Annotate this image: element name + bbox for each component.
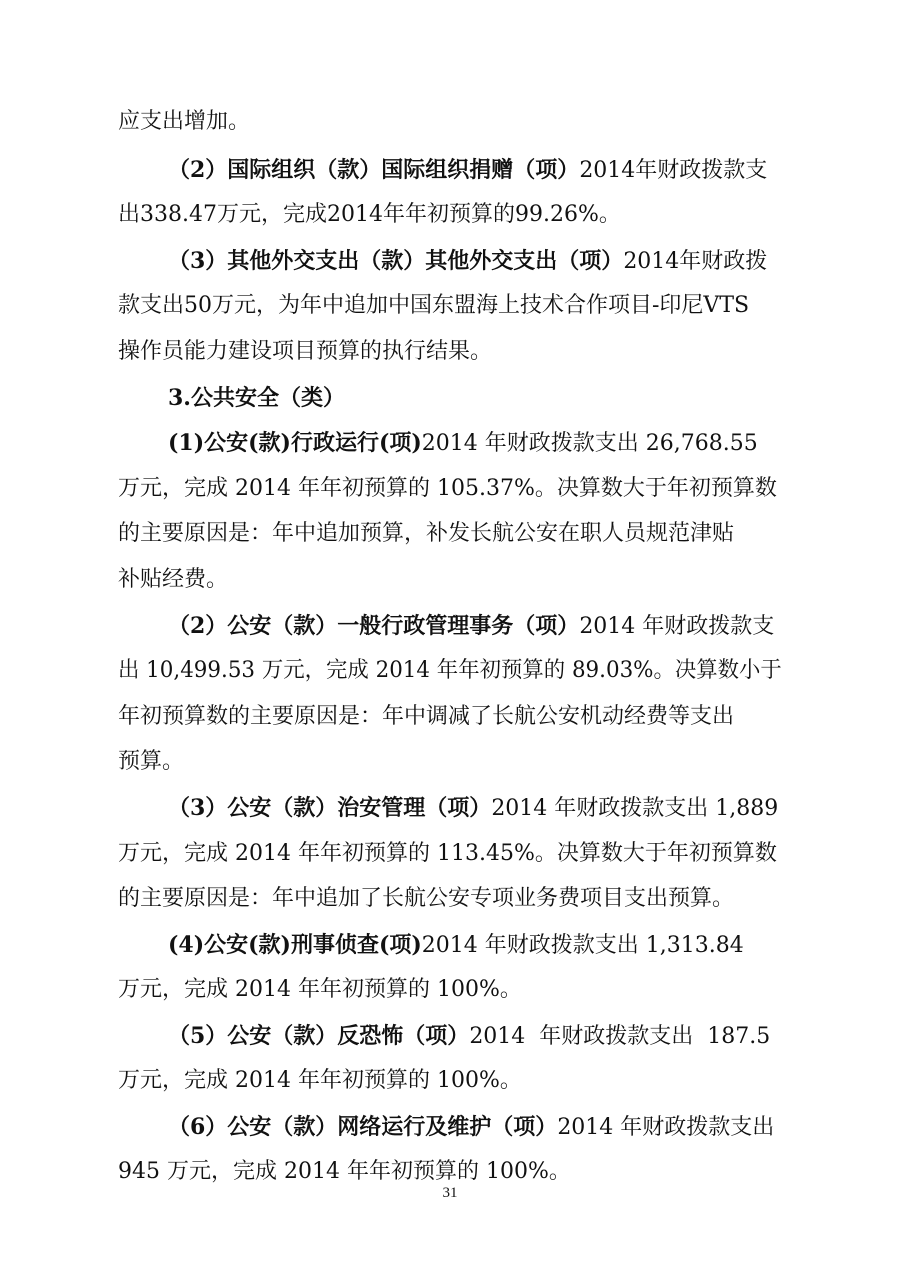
text-run: 预算。: [118, 749, 185, 774]
text-run: 补贴经费。: [118, 567, 229, 592]
text-line: [118, 474, 777, 504]
text-line: [118, 747, 184, 777]
text-run-bold: 3.公共安全（类）: [168, 385, 345, 411]
text-run: 945 万元，完成 2014 年年初预算的 100%。: [118, 1159, 571, 1184]
text-run-bold: （5）公安（款）反恐怖（项）: [168, 1023, 470, 1049]
text-run-bold: （2）国际组织（款）国际组织捐赠（项）: [168, 157, 580, 183]
text-line: [168, 930, 744, 961]
text-line: [118, 565, 228, 595]
text-line: [168, 428, 758, 459]
text-run: 年初预算数的主要原因是：年中调减了长航公安机动经费等支出: [118, 704, 735, 729]
text-run: 操作员能力建设项目预算的执行结果。: [118, 339, 493, 364]
text-line: [118, 1157, 571, 1187]
text-run: 2014年财政拨款支: [579, 158, 768, 183]
text-line: [118, 656, 782, 686]
section-heading: [168, 383, 345, 414]
text-run: 应支出增加。: [118, 109, 251, 134]
text-line: [168, 155, 767, 186]
text-run: 2014 年财政拨款支出 26,768.55: [421, 431, 758, 456]
text-line: [118, 337, 492, 367]
text-line: [118, 519, 734, 549]
text-line: [168, 611, 774, 642]
text-run: 万元，完成 2014 年年初预算的 113.45%。决算数大于年初预算数: [118, 841, 777, 866]
text-line: [168, 1112, 774, 1143]
text-line: [118, 107, 250, 137]
page-number: 31: [442, 1185, 458, 1201]
text-line: [118, 975, 522, 1005]
text-run-bold: (4)公安(款)刑事侦查(项): [168, 932, 422, 958]
text-run-bold: （3）公安（款）治安管理（项）: [168, 795, 492, 821]
text-run: 万元，完成 2014 年年初预算的 105.37%。决算数大于年初预算数: [118, 476, 777, 501]
text-run-bold: （2）公安（款）一般行政管理事务（项）: [168, 613, 580, 639]
text-line: [168, 1021, 770, 1052]
text-line: [118, 702, 734, 732]
text-run-bold: （3）其他外交支出（款）其他外交支出（项）: [168, 248, 624, 274]
text-run: 2014年财政拨: [623, 249, 768, 274]
text-run: 出 10,499.53 万元，完成 2014 年年初预算的 89.03%。决算数小于: [118, 658, 782, 683]
text-line: [118, 291, 749, 321]
text-run: 2014 年财政拨款支出 1,313.84: [421, 933, 744, 958]
text-run-bold: (1)公安(款)行政运行(项): [168, 430, 422, 456]
text-run: 万元，完成 2014 年年初预算的 100%。: [118, 977, 522, 1002]
text-run: 款支出50万元，为年中追加中国东盟海上技术合作项目-印尼VTS: [118, 293, 750, 318]
text-line: [118, 884, 734, 914]
text-run: 2014 年财政拨款支出 187.5: [469, 1024, 771, 1049]
text-run-bold: （6）公安（款）网络运行及维护（项）: [168, 1114, 558, 1140]
text-run: 的主要原因是：年中追加预算，补发长航公安在职人员规范津贴: [118, 521, 735, 546]
text-line: [168, 246, 767, 277]
text-run: 2014 年财政拨款支出: [557, 1115, 775, 1140]
text-run: 的主要原因是：年中追加了长航公安专项业务费项目支出预算。: [118, 886, 735, 911]
text-line: [168, 793, 778, 824]
text-line: [118, 1066, 522, 1096]
text-run: 2014 年财政拨款支: [579, 614, 775, 639]
text-run: 万元，完成 2014 年年初预算的 100%。: [118, 1068, 522, 1093]
text-line: [118, 839, 777, 869]
text-run: 2014 年财政拨款支出 1,889: [491, 796, 779, 821]
text-line: [118, 200, 621, 230]
text-run: 出338.47万元，完成2014年年初预算的99.26%。: [118, 202, 621, 227]
